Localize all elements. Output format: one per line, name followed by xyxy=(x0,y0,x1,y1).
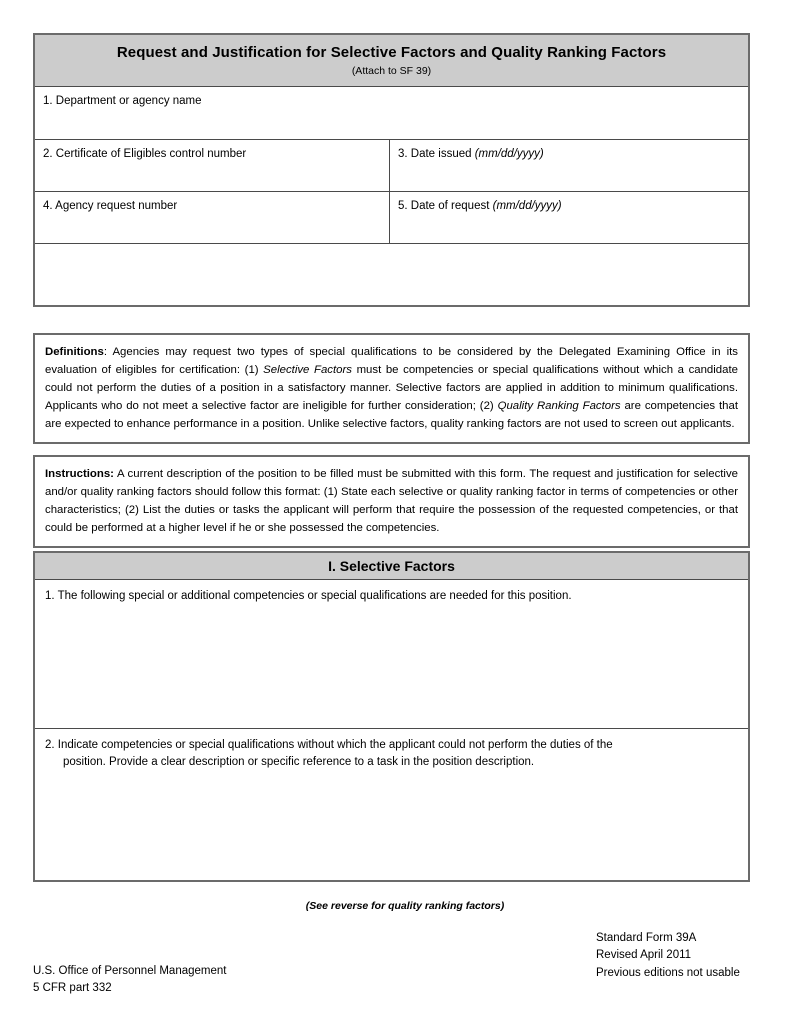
section-heading-selective-factors: I. Selective Factors xyxy=(35,553,748,580)
definitions-text xyxy=(35,335,748,442)
item-2-line-1: 2. Indicate competencies or special qualifications without which the applicant could not perform the duties of the xyxy=(45,739,613,751)
item-1-label: 1. The following special or additional competencies or special qualifications are needed for this position. xyxy=(45,590,572,602)
definitions-block xyxy=(33,333,750,444)
footer-agency-name: U.S. Office of Personnel Management xyxy=(33,965,227,977)
definitions-emphasis-quality-ranking-factors: Quality Ranking Factors xyxy=(497,400,621,413)
field-date-of-request[interactable] xyxy=(390,192,748,243)
field-format-hint: (mm/dd/yyyy) xyxy=(474,147,544,160)
field-label: 3. Date issued xyxy=(398,147,475,160)
definitions-emphasis-selective-factors: Selective Factors xyxy=(263,364,352,377)
selective-factors-section xyxy=(33,551,750,882)
form-title-bar xyxy=(35,35,748,87)
table-row xyxy=(35,243,748,305)
instructions-label: Instructions: xyxy=(45,468,114,480)
field-label: 1. Department or agency name xyxy=(43,94,202,107)
footer-revision-date: Revised April 2011 xyxy=(596,949,692,962)
form-subtitle: (Attach to SF 39) xyxy=(351,65,432,77)
field-date-issued[interactable] xyxy=(390,140,748,191)
instructions-block xyxy=(33,455,750,548)
field-label: 4. Agency request number xyxy=(43,199,178,212)
item-2-label xyxy=(35,729,748,772)
field-department-agency-name[interactable] xyxy=(35,87,748,139)
footer-previous-editions-note: Previous editions not usable xyxy=(596,966,740,979)
selective-factors-item-2[interactable] xyxy=(35,729,748,880)
table-row xyxy=(35,728,748,880)
field-label: 5. Date of request xyxy=(398,199,493,212)
instructions-text xyxy=(35,457,748,546)
footer-form-number: Standard Form 39A xyxy=(596,932,697,944)
definitions-part-2: must be competencies or special qualifications without which a candidate could not perform the duties of a position in a satisfactory manner. Selective factors are applied in addition to minimum qualifications. Applicants who do not meet a selective factor are ineligible for further consideration; (2) xyxy=(45,364,738,413)
selective-factors-item-1[interactable] xyxy=(35,580,748,728)
field-agency-request-number[interactable] xyxy=(35,192,390,243)
footer-agency-info xyxy=(33,963,226,998)
field-format-hint: (mm/dd/yyyy) xyxy=(492,199,562,212)
footer-cfr-citation: 5 CFR part 332 xyxy=(33,982,112,995)
definitions-part-3: are competencies that are expected to enhance performance in a position. Unlike selective factors, quality ranking factors are not used to screen out applicants. xyxy=(45,400,738,431)
table-row xyxy=(35,87,748,139)
table-row xyxy=(35,580,748,728)
see-reverse-note: (See reverse for quality ranking factors) xyxy=(305,900,505,912)
page-title: Request and Justification for Selective Factors and Quality Ranking Factors xyxy=(116,44,667,61)
blank-entry-area[interactable] xyxy=(35,244,748,305)
field-label: 2. Certificate of Eligibles control number xyxy=(43,147,247,160)
definitions-label: Definitions xyxy=(45,346,104,358)
table-row xyxy=(35,191,748,243)
field-certificate-control-number[interactable] xyxy=(35,140,390,191)
item-2-line-2: position. Provide a clear description or specific reference to a task in the position description. xyxy=(63,756,535,769)
footer-form-info xyxy=(596,930,740,982)
header-and-identification-block xyxy=(33,33,750,307)
instructions-body: A current description of the position to be filled must be submitted with this form. The request and justification for selective and/or quality ranking factors should follow this format: (1) State each selective or quality ranking factor in terms of competencies or other characteristics; (2) List the duties or tasks the applicant will perform that require the possession of the requested competencies, or that could be performed at a higher level if he or she possessed the competencies. xyxy=(45,468,738,535)
definitions-part-1: : Agencies may request two types of special qualifications to be considered by the Delegated Examining Office in its evaluation of eligibles for certification: (1) xyxy=(45,346,738,377)
table-row xyxy=(35,139,748,191)
